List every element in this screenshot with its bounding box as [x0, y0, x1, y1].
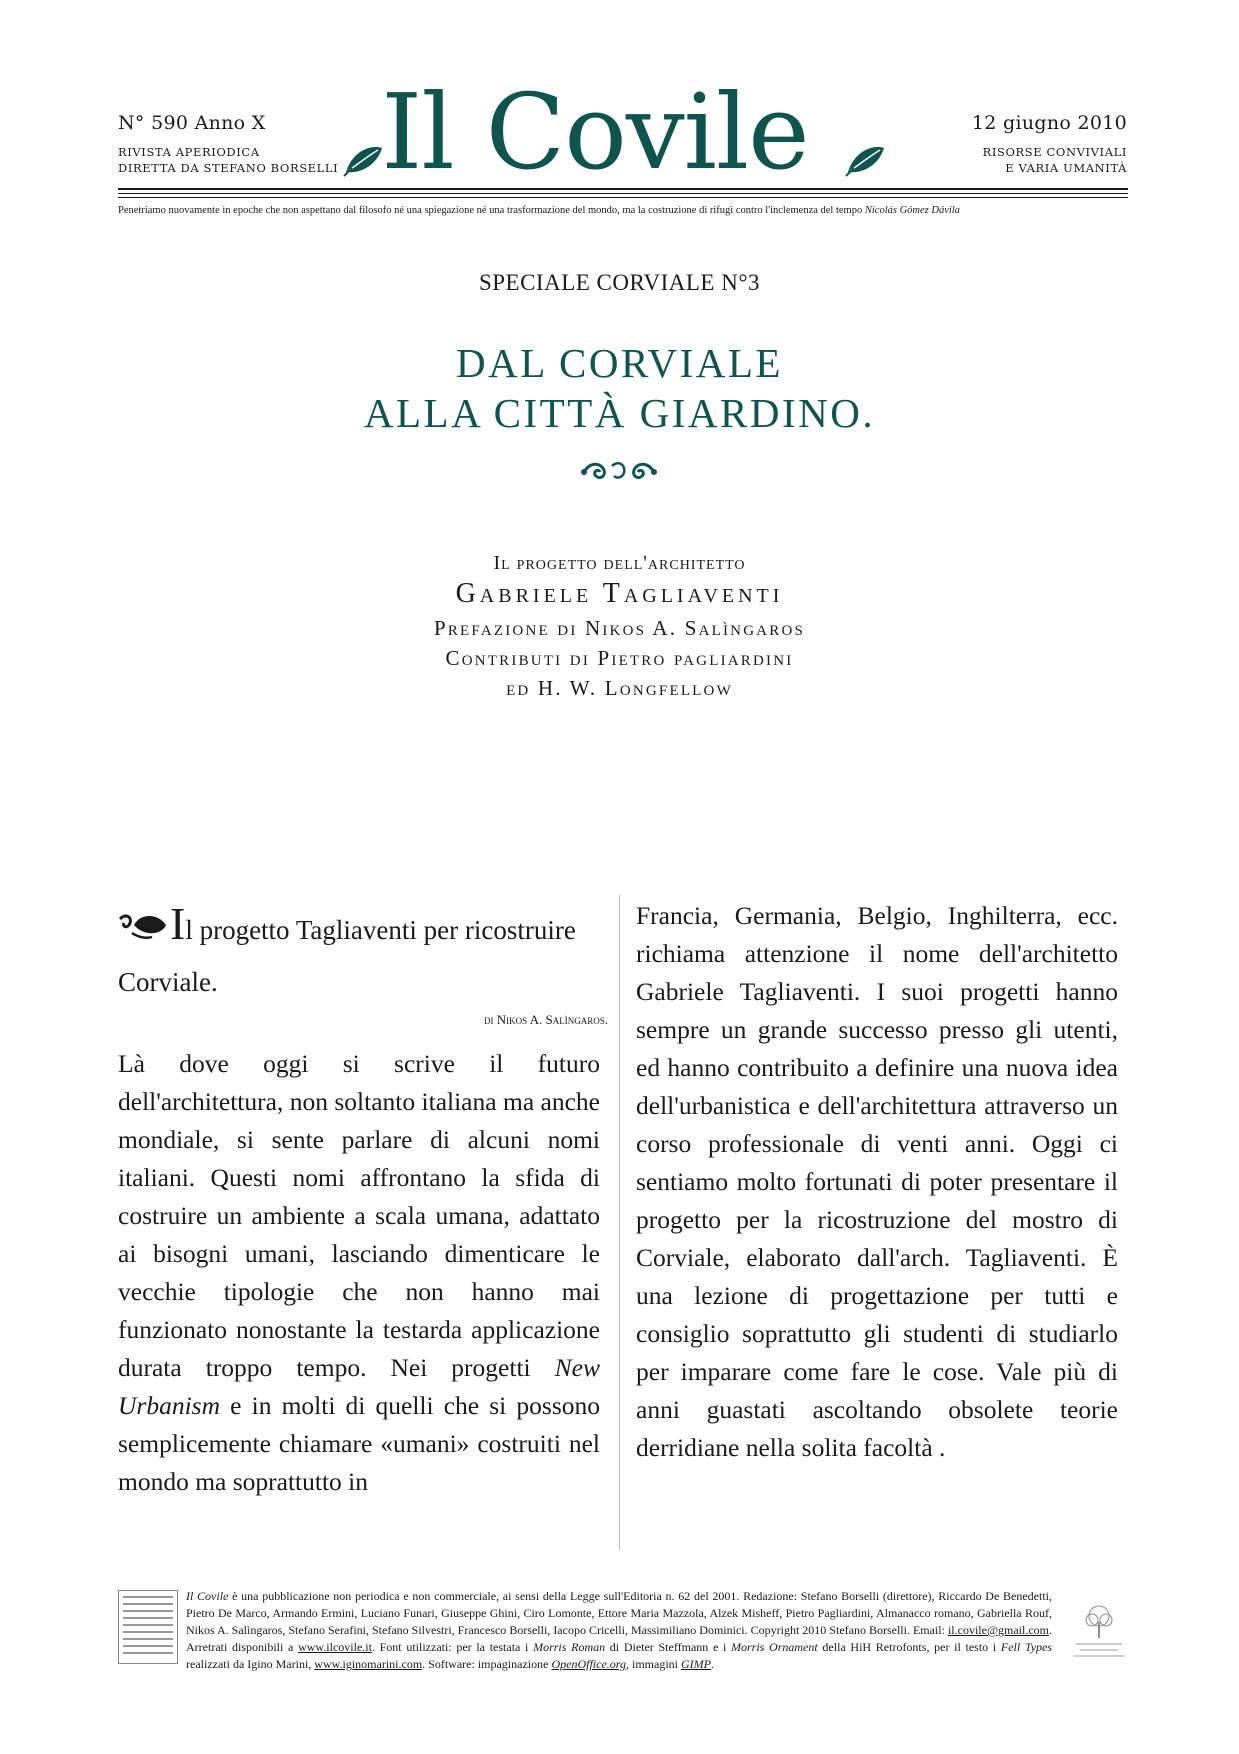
hand-pointer-icon: [118, 907, 170, 943]
colophon-text: . Arretrati disponibili a: [186, 1623, 1052, 1654]
software-name: OpenOffice.org: [551, 1657, 626, 1671]
article-left-column: [118, 1045, 600, 1501]
colophon-text: , immagini: [626, 1657, 681, 1671]
masthead-motto: [118, 205, 1128, 216]
email-link[interactable]: il.covile@gmail.com: [947, 1623, 1049, 1637]
masthead-title: Il Covile: [381, 71, 809, 193]
masthead-rule-middle: [118, 193, 1128, 194]
colophon-text: . Software: impaginazione: [422, 1657, 552, 1671]
colophon-text: di Dieter Steffmann e i: [605, 1640, 732, 1654]
article-text-part1: Là dove oggi si scrive il futuro dell'architettura, non soltanto italiana ma anche mondiale, si sente parlare di alcuni nomi italiani. Questi nomi affrontano la sfida di costruire un ambiente a scala umana, adattato ai bisogni umani, lasciando dimenticare le vecchie tipologie che non hanno mai funzionato nonostante la testarda applicazione durata troppo tempo. Nei progetti: [118, 1049, 600, 1382]
masthead-rule-bottom: [118, 197, 1128, 198]
article-author: di Nikos A. Salìngaros.: [483, 1012, 608, 1027]
colophon-text: realizzati da Igino Marini,: [186, 1657, 315, 1671]
masthead-subtitle-line2: DIRETTA DA STEFANO BORSELLI: [118, 161, 339, 175]
website-link[interactable]: www.ilcovile.it: [298, 1640, 372, 1654]
masthead-rule-top: [118, 188, 1128, 190]
headline-line2: ALLA CITTÀ GIARDINO.: [363, 390, 876, 436]
article-dropcap: I: [170, 898, 186, 949]
colophon-text: è una pubblicazione non periodica e non commerciale, ai sensi della Legge sull'Editoria n. 62 del 2001. Redazione: Stefano Borselli (direttore), Riccardo De Benedetti, Pietro De Marco, Armando Ermini, Luciano Funari, Giuseppe Ghini, Ciro Lomonte, Ettore Maria Mazzola, Alzek Misheff, Pietro Pagliardini, Almanacco romano, Gabriella Rouf, Nikos A. Salìngaros, Stefano Serafini, Stefano Silvestri, Francesco Borselli, Iacopo Cricelli, Massimiliano Dominici. Copyright 2010 Stefano Borselli. Email:: [186, 1589, 1053, 1637]
article-title-text: l progetto Tagliaventi per ricostruire Corviale.: [118, 915, 576, 997]
masthead-tagline-line2: E VARIA UMANITÀ: [1005, 161, 1127, 175]
software-name: GIMP: [681, 1657, 711, 1671]
colophon-text: della HiH Retrofonts, per il testo i: [817, 1640, 1001, 1654]
fleuron-ornament-icon: [580, 458, 658, 486]
byline-intro: Il progetto dell'architetto: [493, 552, 746, 574]
colophon-text: . Font utilizzati: per la testata i: [371, 1640, 534, 1654]
motto-text: Penetriamo nuovamente in epoche che non aspettano dal filosofo né una spiegazione né una trasformazione del mondo, ma la costruzione di rifugi contro l'inclemenza del tempo: [118, 205, 863, 216]
colophon-publication: Il Covile: [186, 1589, 229, 1603]
colophon: [186, 1588, 1052, 1673]
article-italic-term: New Urbanism: [118, 1353, 600, 1420]
leaf-ornament-right-icon: [844, 142, 888, 178]
byline-contributions-cont: ed H. W. Longfellow: [506, 676, 733, 700]
font-name: Morris Ornament: [731, 1640, 818, 1654]
byline-architect: Gabriele Tagliaventi: [455, 578, 784, 609]
headline-line1: DAL CORVIALE: [456, 340, 783, 386]
designer-website-link[interactable]: www.iginomarini.com: [314, 1657, 423, 1671]
masthead-tagline: [972, 144, 1127, 176]
openoffice-link[interactable]: [551, 1657, 626, 1671]
masthead-tagline-line1: RISORSE CONVIVIALI: [982, 145, 1127, 159]
motto-author: Nicolás Gómez Dávila: [864, 205, 960, 216]
cover-thumbnail: [118, 1590, 178, 1664]
masthead-left: [118, 112, 338, 176]
issue-number: N° 590 Anno X: [118, 112, 266, 134]
issue-date: 12 giugno 2010: [971, 112, 1127, 134]
byline-contributions: Contributi di Pietro pagliardini: [445, 646, 794, 670]
tree-logo-icon: [1068, 1598, 1130, 1662]
colophon-text: .: [711, 1657, 714, 1671]
article-text-part2: e in molti di quelli che si possono semplicemente chiamare «umani» costruiti nel mondo ma soprattutto in: [118, 1391, 600, 1496]
article-right-column: Francia, Germania, Belgio, Inghilterra, ecc. richiama attenzione il nome dell'architetto Gabriele Tagliaventi. I suoi progetti hanno sempre un grande successo presso gli utenti, ed hanno contribuito a definire una nuova idea dell'urbanistica e dell'architettura attraverso un corso professionale di venti anni. Oggi ci sentiamo molto fortunati di poter presentare il progetto per la ricostruzione del mostro di Corviale, elaborato dall'arch. Tagliaventi. È una lezione di progettazione per tutti e consiglio soprattutto gli studenti di studiarlo per imparare come fare le cose. Vale più di anni guastati ascoltando obsolete teorie derridiane nella solita facoltà .: [636, 901, 1118, 1462]
masthead-subtitle-line1: RIVISTA APERIODICA: [118, 145, 260, 159]
cover-headline: [0, 338, 1239, 438]
masthead-subtitle: [118, 144, 338, 176]
special-issue-kicker: SPECIALE CORVIALE N°3: [478, 270, 761, 295]
column-divider: [619, 895, 620, 1550]
font-name: Morris Roman: [533, 1640, 606, 1654]
byline-preface: Prefazione di Nikos A. Salìngaros: [433, 616, 806, 640]
article-title: [118, 898, 608, 1008]
font-name: Fell Types: [1000, 1640, 1053, 1654]
gimp-link[interactable]: [681, 1657, 711, 1671]
masthead-right: [972, 112, 1127, 176]
